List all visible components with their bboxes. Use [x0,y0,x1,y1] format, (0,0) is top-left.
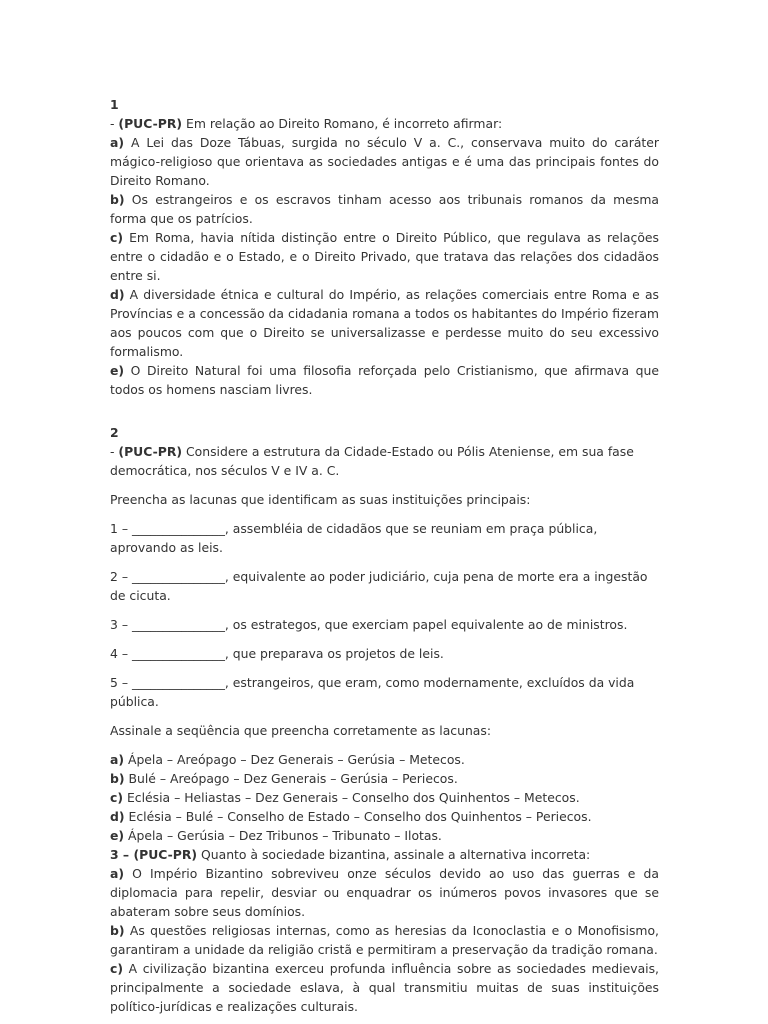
question-1 [110,95,659,399]
question-instruction: Preencha as lacunas que identificam as suas instituições principais: [110,492,531,507]
option-a: a) A Lei das Doze Tábuas, surgida no século V a. C., conservava muito do caráter mágico-religioso que orientava as sociedades antigas e é uma das principais fontes do Direito Romano. [110,135,659,188]
blank-item-4: 4 – _______________, que preparava os projetos de leis. [110,646,444,661]
blank-item-5: 5 – _______________, estrangeiros, que eram, como modernamente, excluídos da vida pública. [110,675,635,709]
spacer [110,480,659,490]
blank-item-3: 3 – _______________, os estrategos, que exerciam papel equivalente ao de ministros. [110,617,628,632]
blank-item-2: 2 – _______________, equivalente ao poder judiciário, cuja pena de morte era a ingestão de cicuta. [110,569,648,603]
option-letter: b) [110,923,125,938]
option-letter: d) [110,287,125,302]
option-a: a) Ápela – Areópago – Dez Generais – Gerúsia – Metecos. [110,752,465,767]
spacer [110,663,659,673]
spacer [110,509,659,519]
question-3 [110,845,659,1016]
spacer [110,605,659,615]
option-a: a) O Império Bizantino sobreviveu onze séculos devido ao uso das guerras e da diplomacia para repelir, desviar ou enquadrar os inúmeros povos invasores que se abateram sobre seus domínios. [110,866,659,919]
option-letter: b) [110,192,125,207]
question-stem: - (PUC-PR) Em relação ao Direito Romano, é incorreto afirmar: [110,116,503,131]
question-stem: 3 – (PUC-PR) Quanto à sociedade bizantina, assinale a alternativa incorreta: [110,847,591,862]
option-c: c) Em Roma, havia nítida distinção entre o Direito Público, que regulava as relações entre o cidadão e o Estado, e o Direito Privado, que tratava das relações dos cidadãos entre si. [110,230,659,283]
spacer [110,740,659,750]
option-letter: a) [110,135,125,150]
option-d: d) A diversidade étnica e cultural do Império, as relações comerciais entre Roma e as Províncias e a concessão da cidadania romana a todos os habitantes do Império fizeram aos poucos com que o Direito se universalizasse e perdesse muito do seu excessivo formalismo. [110,287,659,359]
question-stem: - (PUC-PR) Considere a estrutura da Cidade-Estado ou Pólis Ateniense, em sua fase democrática, nos séculos V e IV a. C. [110,444,634,478]
blank-item-1: 1 – _______________, assembléia de cidadãos que se reuniam em praça pública, aprovando as leis. [110,521,598,555]
spacer [110,634,659,644]
option-c: c) A civilização bizantina exerceu profunda influência sobre as sociedades medievais, principalmente a sociedade eslava, à qual transmitiu muitas de suas instituições político-jurídicas e realizações culturais. [110,961,659,1014]
option-letter: c) [110,230,124,245]
option-letter: c) [110,961,124,976]
option-letter: a) [110,752,125,767]
option-e: e) O Direito Natural foi uma filosofia reforçada pelo Cristianismo, que afirmava que todos os homens nasciam livres. [110,363,659,397]
question-number: 2 [110,425,119,440]
question-2 [110,423,659,845]
spacer [110,711,659,721]
option-d: d) Eclésia – Bulé – Conselho de Estado – Conselho dos Quinhentos – Periecos. [110,809,592,824]
option-b: b) Os estrangeiros e os escravos tinham acesso aos tribunais romanos da mesma forma que os patrícios. [110,192,659,226]
option-e: e) Ápela – Gerúsia – Dez Tribunos – Tribunato – Ilotas. [110,828,442,843]
source-label: (PUC-PR) [118,116,183,131]
option-letter: b) [110,771,125,786]
document-content [110,95,659,1016]
spacer [110,399,659,423]
option-letter: e) [110,828,125,843]
option-b: b) As questões religiosas internas, como as heresias da Iconoclastia e o Monofisismo, garantiram a unidade da religião cristã e permitiram a preservação da tradição romana. [110,923,659,957]
question-heading: 3 – (PUC-PR) [110,847,198,862]
question-number: 1 [110,97,119,112]
spacer [110,557,659,567]
option-c: c) Eclésia – Heliastas – Dez Generais – Conselho dos Quinhentos – Metecos. [110,790,580,805]
option-letter: c) [110,790,124,805]
option-letter: e) [110,363,125,378]
source-label: (PUC-PR) [118,444,183,459]
option-letter: a) [110,866,125,881]
option-b: b) Bulé – Areópago – Dez Generais – Gerúsia – Periecos. [110,771,458,786]
option-letter: d) [110,809,125,824]
question-prompt: Assinale a seqüência que preencha corretamente as lacunas: [110,723,492,738]
